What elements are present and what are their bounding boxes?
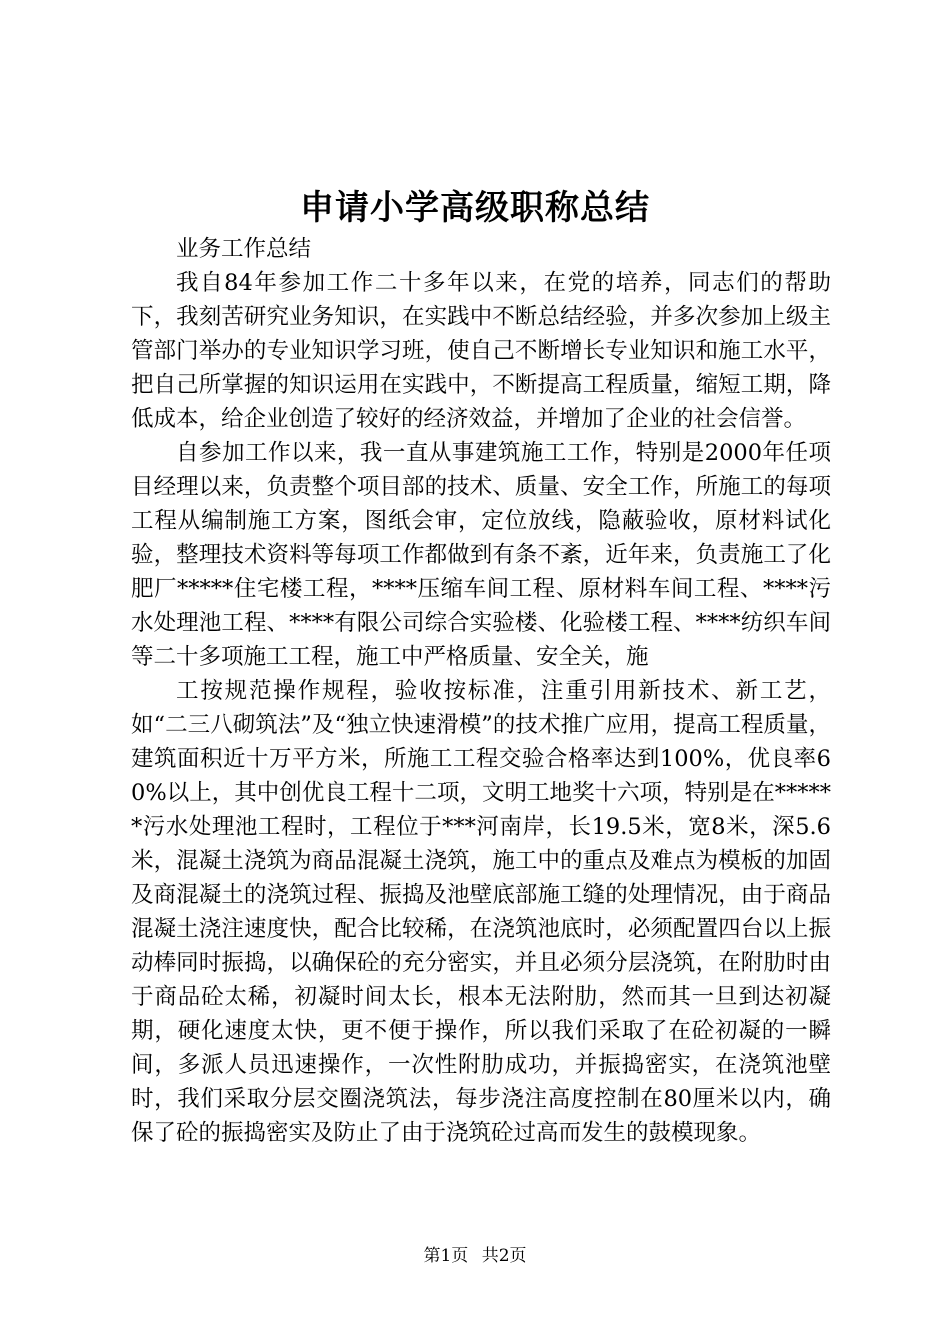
page-total: 共2页 <box>481 1246 527 1266</box>
document-body <box>131 232 831 1150</box>
page-footer <box>0 1244 950 1268</box>
paragraph-1: 我自84年参加工作二十多年以来，在党的培养，同志们的帮助下，我刻苦研究业务知识，在实践中不断总结经验，并多次参加上级主管部门举办的专业知识学习班，使自己不断增长专业知识和施工水平，把自己所掌握的知识运用在实践中，不断提高工程质量，缩短工期，降低成本，给企业创造了较好的经济效益，并增加了企业的社会信誉。 <box>131 270 831 432</box>
paragraph-3: 工按规范操作规程，验收按标准，注重引用新技术、新工艺，如“二三八砌筑法”及“独立快速滑模”的技术推广应用，提高工程质量，建筑面积近十万平方米，所施工工程交验合格率达到100%，优良率60%以上，其中创优良工程十二项，文明工地奖十六项，特别是在******污水处理池工程时，工程位于***河南岸，长19.5米，宽8米，深5.6米，混凝土浇筑为商品混凝土浇筑，施工中的重点及难点为模板的加固及商混凝土的浇筑过程、振捣及池壁底部施工缝的处理情况，由于商品混凝土浇注速度快，配合比较稀，在浇筑池底时，必须配置四台以上振动棒同时振捣，以确保砼的充分密实，并且必须分层浇筑，在附肋时由于商品砼太稀，初凝时间太长，根本无法附肋，然而其一旦到达初凝期，硬化速度太快，更不便于操作，所以我们采取了在砼初凝的一瞬间，多派人员迅速操作，一次性附肋成功，并振捣密实，在浇筑池壁时，我们采取分层交圈浇筑法，每步浇注高度控制在80厘米以内，确保了砼的振捣密实及防止了由于浇筑砼过高而发生的鼓模现象。 <box>131 678 831 1146</box>
section-heading: 业务工作总结 <box>176 236 312 262</box>
paragraph-2: 自参加工作以来，我一直从事建筑施工工作，特别是2000年任项目经理以来，负责整个项目部的技术、质量、安全工作，所施工的每项工程从编制施工方案，图纸会审，定位放线，隐蔽验收，原材料试化验，整理技术资料等每项工作都做到有条不紊，近年来，负责施工了化肥厂*****住宅楼工程，****压缩车间工程、原材料车间工程、****污水处理池工程、****有限公司综合实验楼、化验楼工程、****纺织车间等二十多项施工工程，施工中严格质量、安全关，施 <box>131 440 831 670</box>
page-title: 申请小学高级职称总结 <box>300 188 650 228</box>
page-number: 第1页 <box>423 1246 469 1266</box>
